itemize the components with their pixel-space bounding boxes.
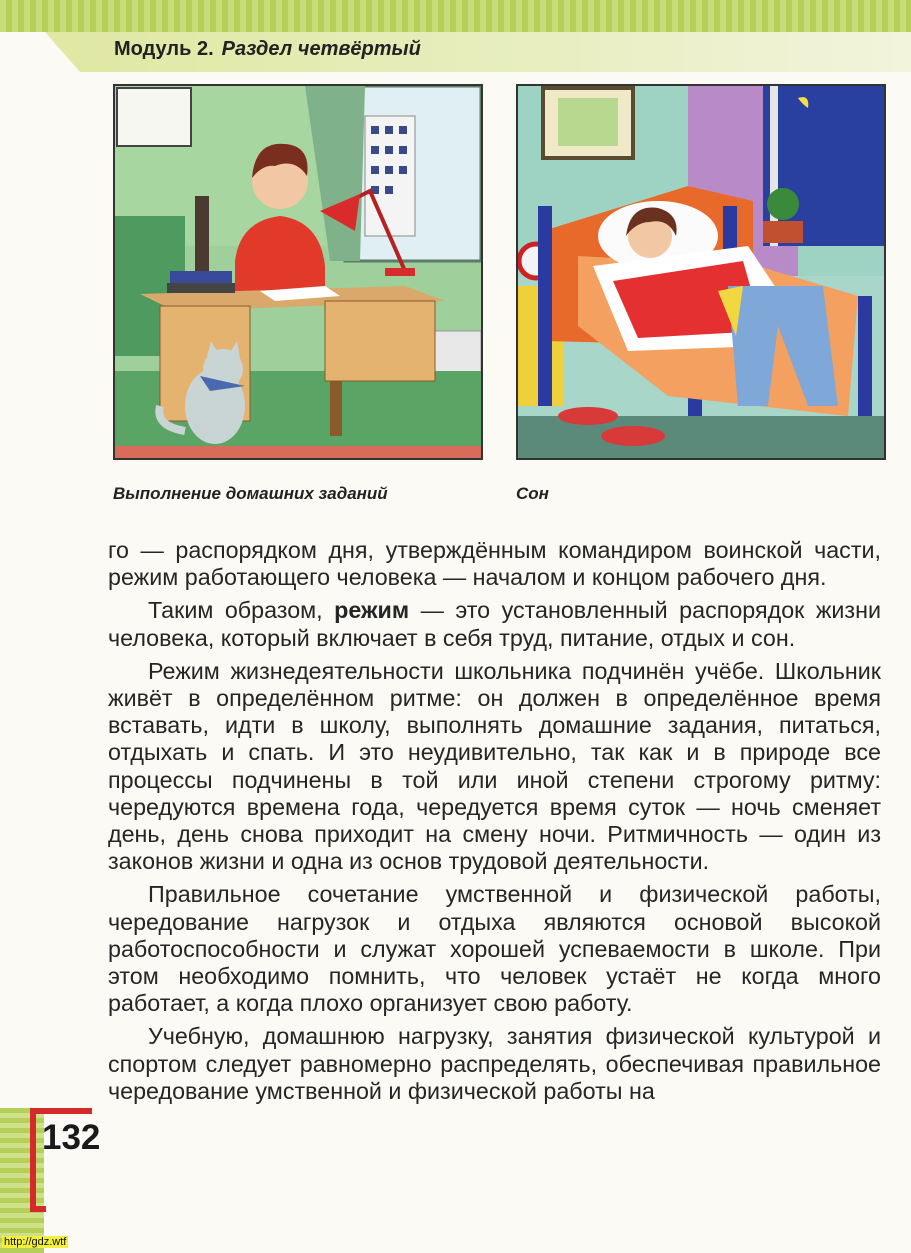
homework-caption: Выполнение домашних заданий	[113, 484, 388, 503]
paragraph-load: Учебную, домашнюю нагрузку, занятия физической культурой и спортом следует равномерно распределять, обеспечивая правильное чередование умственной и физической работы на	[108, 1023, 881, 1104]
watermark: http://gdz.wtf	[4, 1236, 67, 1248]
sleep-caption: Сон	[516, 484, 549, 503]
page-number: 132	[42, 1118, 101, 1157]
section-label: Раздел четвёртый	[221, 38, 421, 60]
definition-term: режим	[334, 597, 410, 624]
paragraph-balance: Правильное сочетание умственной и физической работы, чередование нагрузок и отдыха являются основой высокой работоспособности и служат хорошей успеваемости в школе. При этом необходимо помнить, что человек устаёт не когда много работает, а когда плохо организует свою работу.	[108, 881, 881, 1017]
body-text	[108, 537, 881, 1105]
module-label: Модуль 2.	[114, 38, 214, 60]
page-number-bracket-top	[30, 1108, 92, 1114]
paragraph-continuation: го — распорядком дня, утверждённым командиром воинской части, режим работающего человека — началом и концом рабочего дня.	[108, 537, 881, 591]
paragraph-definition	[108, 597, 881, 651]
running-head	[114, 38, 421, 61]
header-band	[0, 0, 911, 32]
sleep-illustration	[516, 84, 886, 460]
homework-illustration	[113, 84, 483, 460]
definition-lead: Таким образом,	[148, 597, 323, 624]
definition-rest: — это установленный распорядок жизни человека, который включает в себя труд, питание, отдых и сон.	[108, 597, 881, 651]
paragraph-rhythm: Режим жизнедеятельности школьника подчинён учёбе. Школьник живёт в определённом ритме: он должен в определённое время вставать, идти в школу, выполнять домашние задания, питаться, отдыхать и спать. И это неудивительно, так как и в природе все процессы подчинены в той или иной степени строгому ритму: чередуются времена года, чередуется время суток — ночь сменяет день, день снова приходит на смену ночи. Ритмичность — один из законов жизни и одна из основ трудовой деятельности.	[108, 657, 881, 875]
